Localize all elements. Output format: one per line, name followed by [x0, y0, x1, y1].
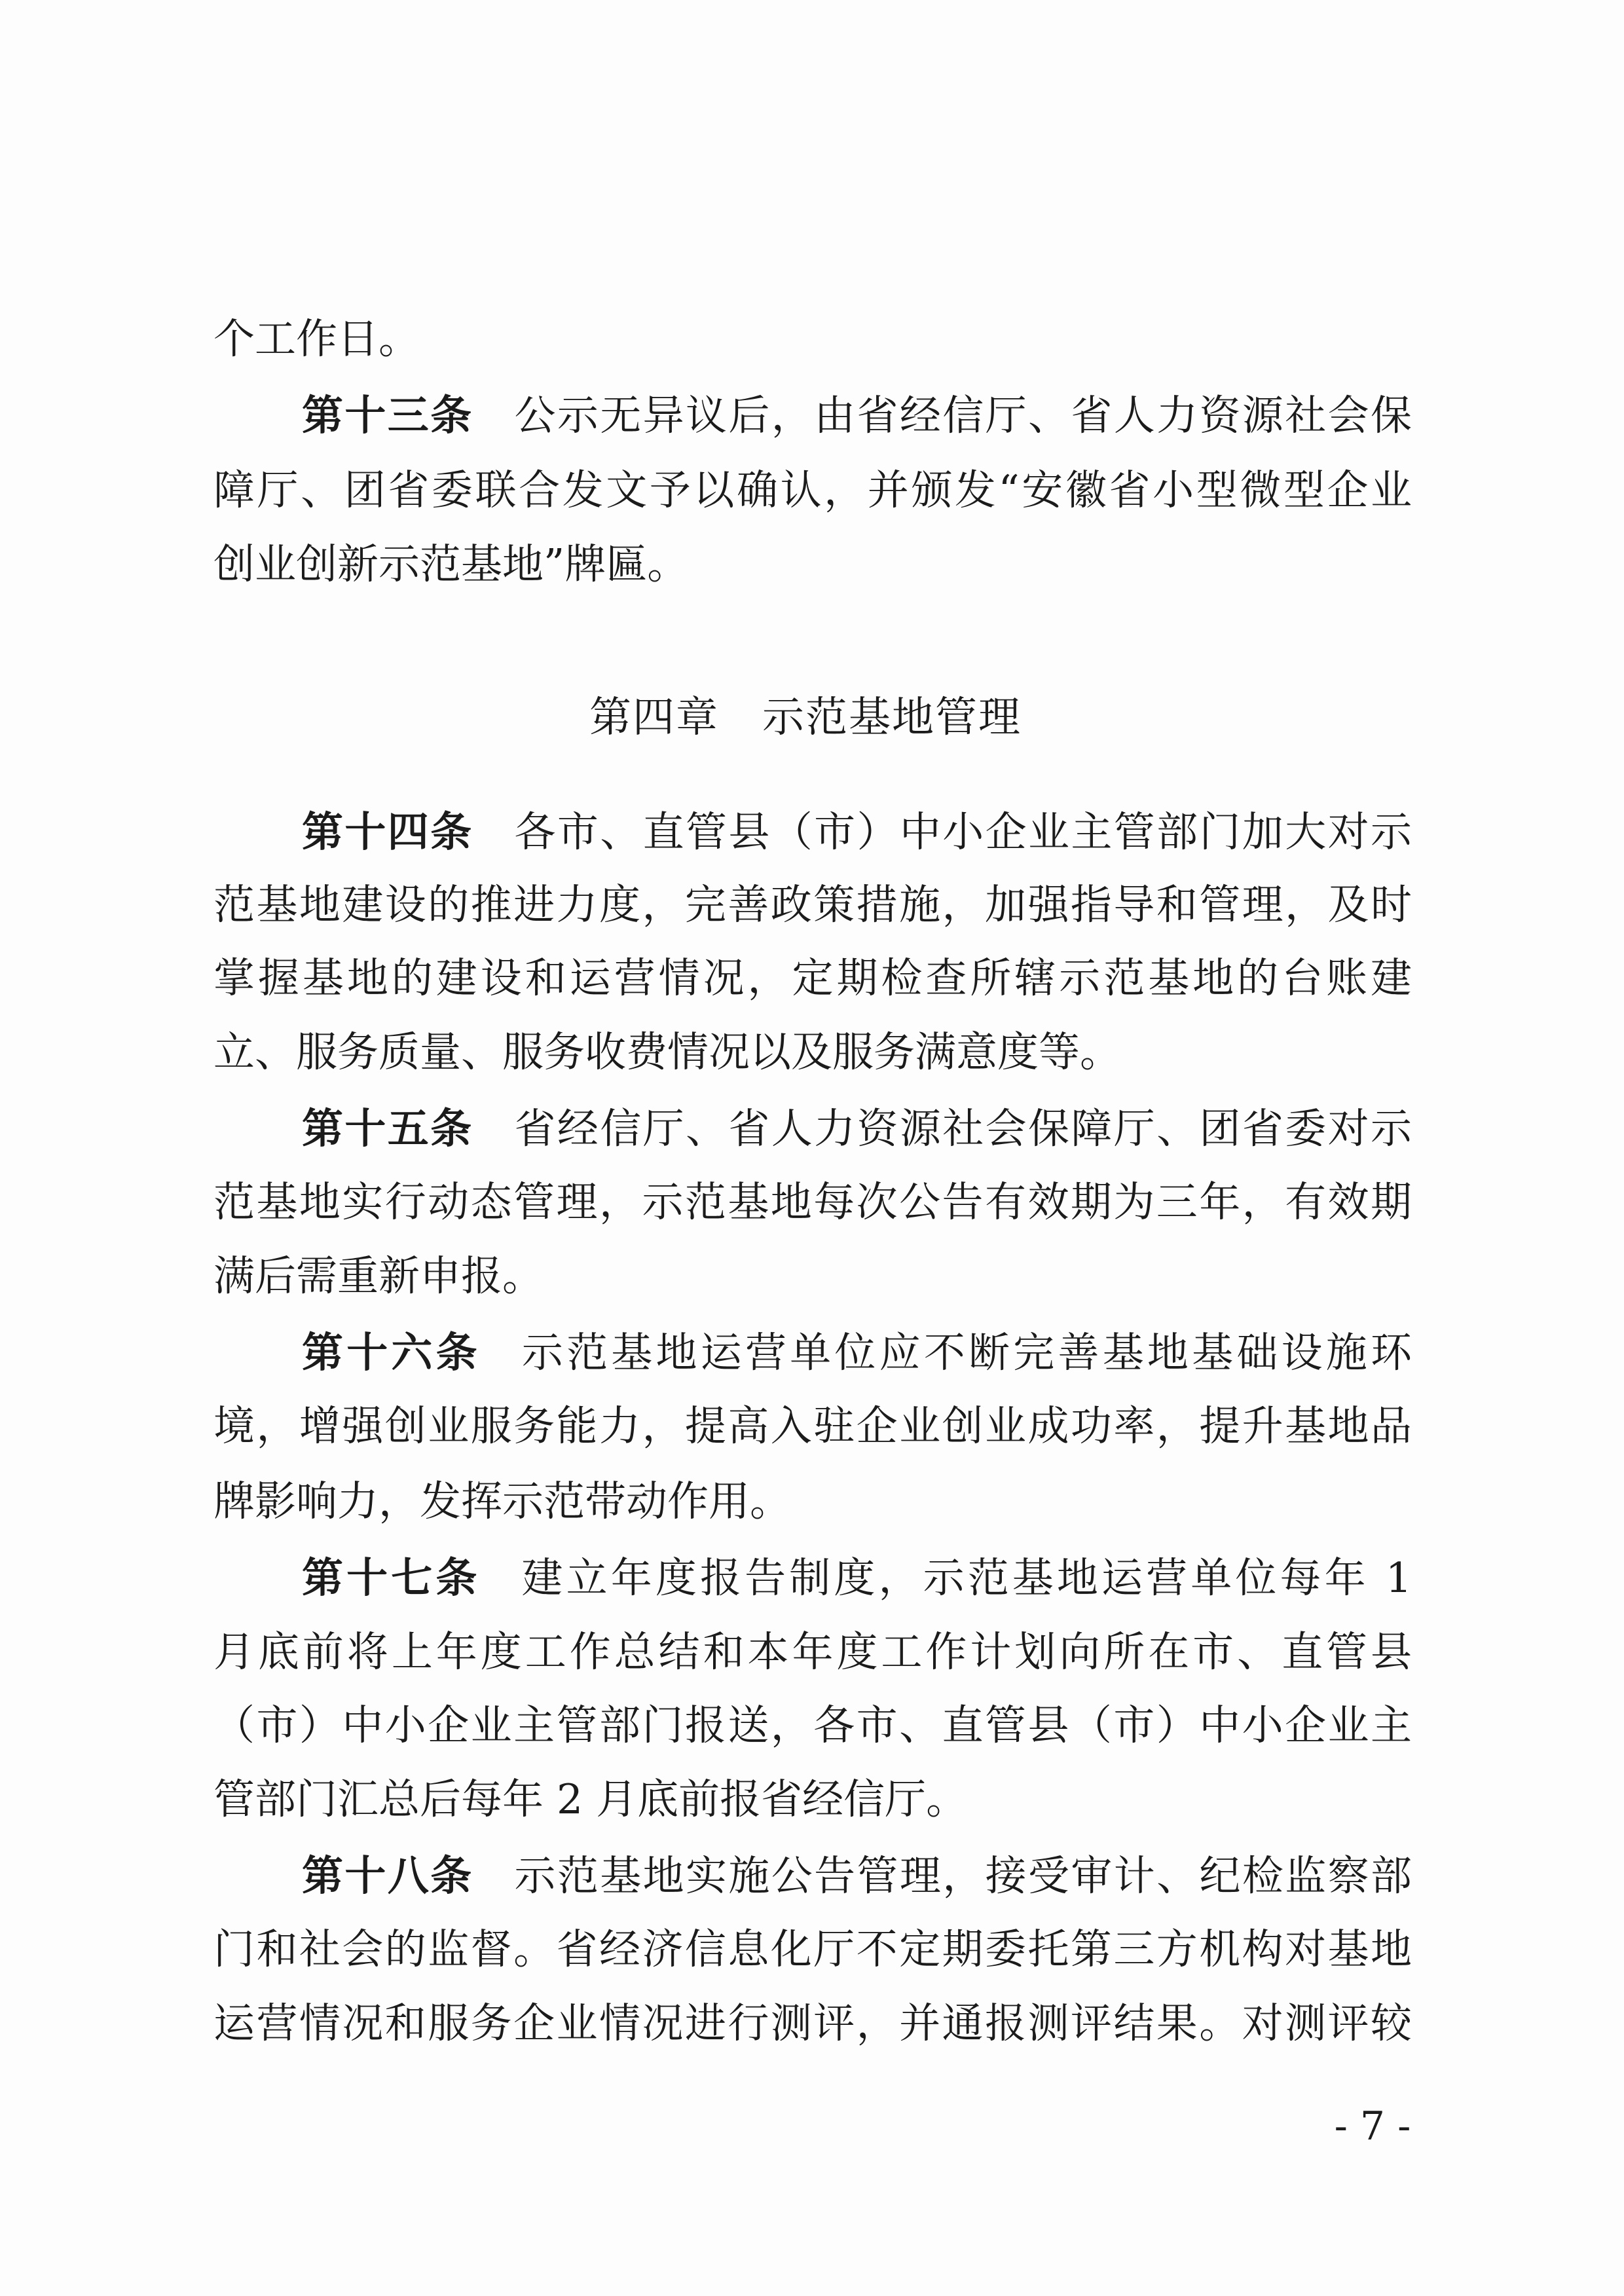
article-text: 各市、直管县（市）中小企业主管部门加大对示 [514, 808, 1412, 856]
article-line [213, 390, 1412, 442]
article-text: 示范基地运营单位应不断完善基地基础设施环 [521, 1329, 1412, 1377]
article-text: 省经信厅、省人力资源社会保障厅、团省委对示 [514, 1105, 1412, 1153]
article-line: 月底前将上年度工作总结和本年度工作计划向所在市、直管县 [213, 1628, 1412, 1676]
article-label: 第十四条 [302, 808, 473, 856]
article-line: 门和社会的监督。省经济信息化厅不定期委托第三方机构对基地 [213, 1925, 1412, 1973]
article-line: 创业创新示范基地”牌匾。 [213, 540, 689, 588]
article-line: 满后需重新申报。 [213, 1252, 544, 1300]
article-text: 示范基地实施公告管理，接受审计、纪检监察部 [514, 1852, 1412, 1900]
article-line: 范基地实行动态管理，示范基地每次公告有效期为三年，有效期 [213, 1178, 1412, 1226]
article-line: 障厅、团省委联合发文予以确认，并颁发“安徽省小型微型企业 [213, 466, 1412, 514]
article-label: 第十八条 [302, 1852, 473, 1900]
article-line [213, 1103, 1412, 1155]
continuation-line: 个工作日。 [213, 315, 420, 363]
article-label: 第十六条 [302, 1329, 481, 1377]
article-line: 范基地建设的推进力度，完善政策措施，加强指导和管理，及时 [213, 881, 1412, 929]
article-text: 建立年度报告制度，示范基地运营单位每年 1 [521, 1554, 1412, 1602]
article-line [213, 1552, 1412, 1604]
article-line: 牌影响力，发挥示范带动作用。 [213, 1477, 791, 1525]
article-label: 第十五条 [302, 1105, 473, 1153]
article-line: 立、服务质量、服务收费情况以及服务满意度等。 [213, 1028, 1121, 1076]
article-text: 公示无异议后，由省经信厅、省人力资源社会保 [514, 392, 1412, 439]
article-label: 第十七条 [302, 1554, 481, 1602]
article-line: 境，增强创业服务能力，提高入驻企业创业成功率，提升基地品 [213, 1402, 1412, 1450]
page-number: - 7 - [1334, 2103, 1411, 2149]
article-line: 管部门汇总后每年 2 月底前报省经信厅。 [213, 1775, 968, 1823]
article-line: （市）中小企业主管部门报送，各市、直管县（市）中小企业主 [213, 1701, 1412, 1749]
article-line [213, 1327, 1412, 1379]
article-line: 掌握基地的建设和运营情况，定期检查所辖示范基地的台账建 [213, 954, 1412, 1002]
article-line: 运营情况和服务企业情况进行测评，并通报测评结果。对测评较 [213, 1999, 1412, 2047]
article-label: 第十三条 [302, 392, 473, 439]
article-line [213, 1850, 1412, 1902]
article-line [213, 806, 1412, 859]
chapter-heading: 第四章 示范基地管理 [589, 694, 1022, 742]
